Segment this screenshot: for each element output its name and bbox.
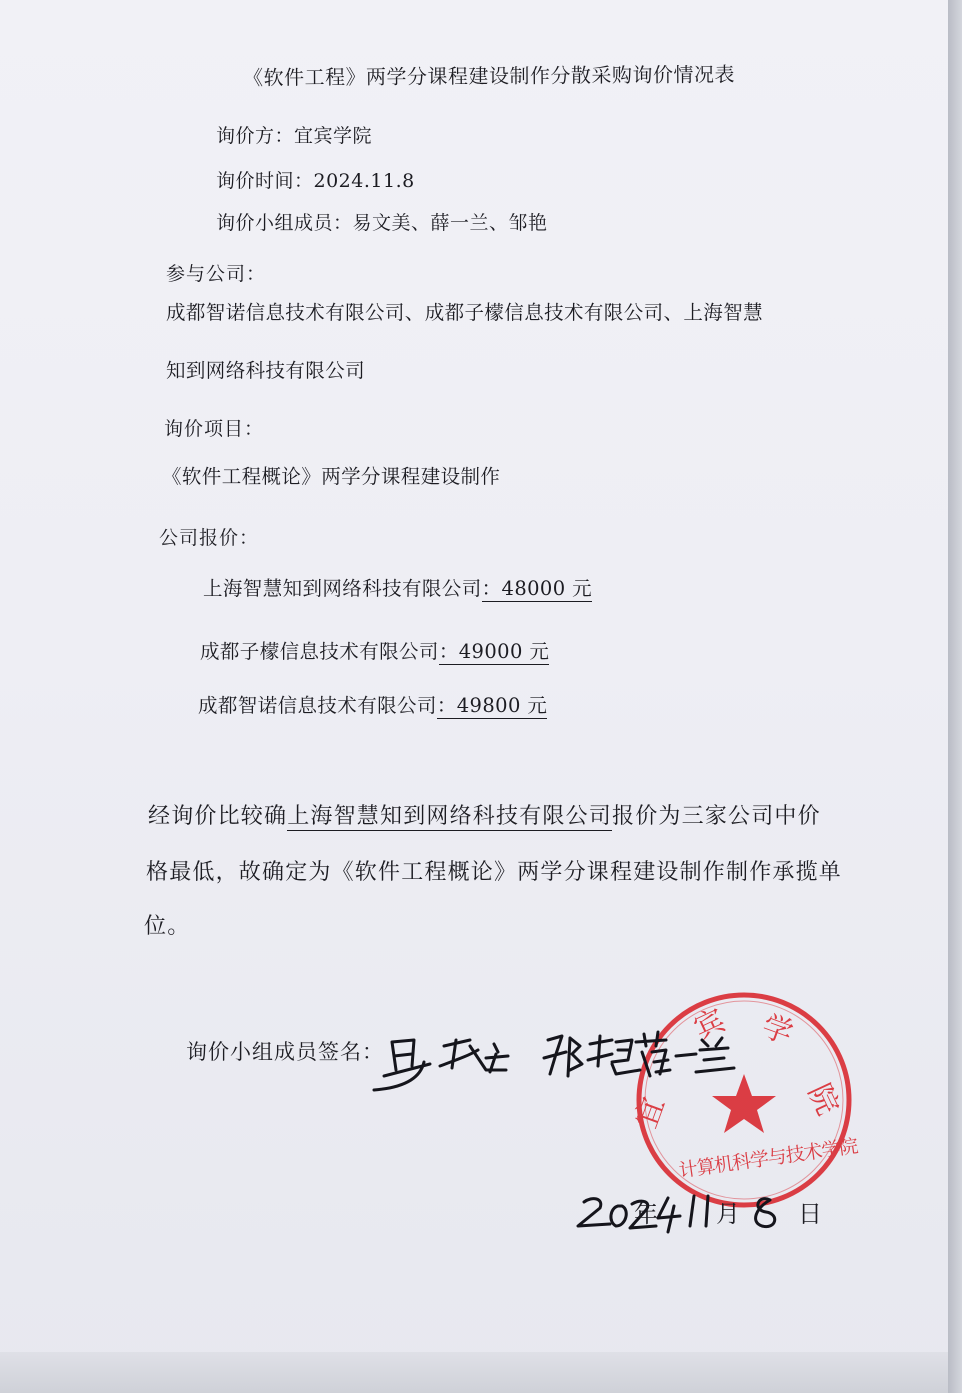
quote-company: 成都子檬信息技术有限公司 xyxy=(200,640,439,663)
quote-company: 上海智慧知到网络科技有限公司 xyxy=(203,577,482,600)
quotes-label: 公司报价： xyxy=(159,527,260,549)
handwritten-date xyxy=(578,1196,775,1232)
conclusion-line-2: 格最低，故确定为《软件工程概论》两学分课程建设制作制作承揽单 xyxy=(146,860,843,885)
quote-amount: ：49000 元 xyxy=(438,640,550,663)
svg-text:院: 院 xyxy=(800,1078,846,1121)
team-members-line: 询价小组成员：易文美、薛一兰、邹艳 xyxy=(216,212,548,234)
participants-label: 参与公司： xyxy=(166,263,267,285)
svg-text:学: 学 xyxy=(757,1008,798,1052)
official-seal xyxy=(629,995,860,1205)
inquiry-time-line: 询价时间：2024.11.8 xyxy=(216,170,415,192)
conclusion-prefix: 经询价比较确 xyxy=(148,804,288,829)
winning-company: 上海智慧知到网络科技有限公司 xyxy=(287,804,613,829)
date-day-char: 日 xyxy=(798,1200,822,1228)
project-name: 《软件工程概论》两学分课程建设制作 xyxy=(162,465,501,488)
quote-company: 成都智诺信息技术有限公司 xyxy=(198,694,437,717)
seal-star-icon xyxy=(712,1074,776,1133)
document-title: 《软件工程》两学分课程建设制作分散采购询价情况表 xyxy=(242,62,736,90)
svg-text:宾: 宾 xyxy=(688,1002,731,1048)
project-label: 询价项目： xyxy=(164,418,265,440)
signature-label: 询价小组成员签名： xyxy=(186,1040,384,1064)
handwritten-signatures xyxy=(374,1032,734,1090)
participants-line-1: 成都智诺信息技术有限公司、成都子檬信息技术有限公司、上海智慧 xyxy=(166,301,764,324)
participants-line-2: 知到网络科技有限公司 xyxy=(166,359,366,382)
quote-amount: ：49800 元 xyxy=(436,694,548,717)
date-year-char: 年 xyxy=(634,1200,658,1228)
conclusion-line-3: 位。 xyxy=(144,914,191,939)
quote-amount: ：48000 元 xyxy=(481,577,593,600)
svg-text:计算机科学与技术学院: 计算机科学与技术学院 xyxy=(677,1135,859,1183)
conclusion-suffix: 报价为三家公司中价 xyxy=(612,804,821,829)
date-month-char: 月 xyxy=(716,1200,740,1228)
svg-text:宜: 宜 xyxy=(628,1092,672,1133)
inquirer-line: 询价方：宜宾学院 xyxy=(216,125,373,147)
